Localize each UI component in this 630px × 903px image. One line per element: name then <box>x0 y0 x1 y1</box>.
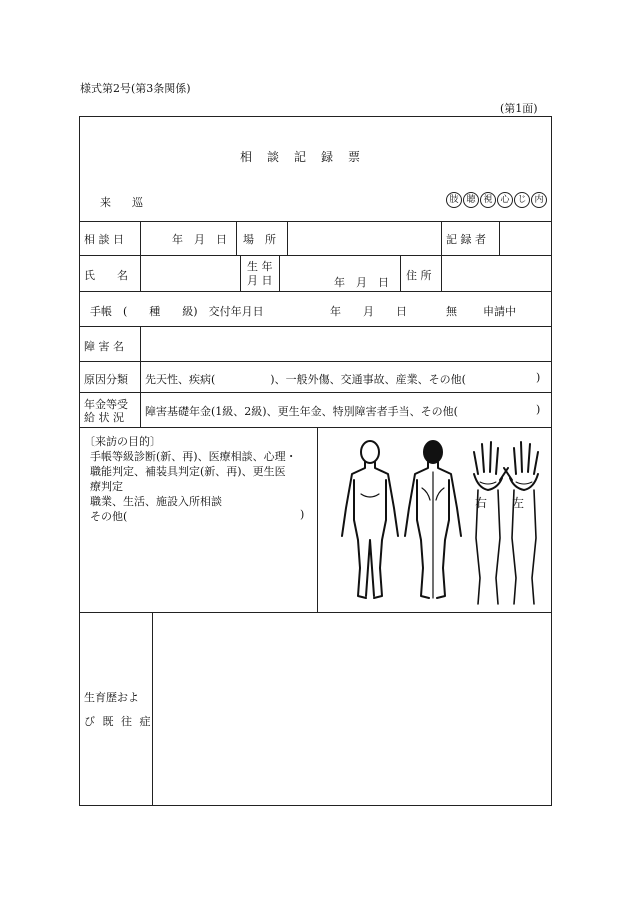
pension-close: ) <box>536 403 541 416</box>
purpose-line: 手帳等級診断(新、再)、医療相談、心理・ <box>90 450 297 463</box>
name-label: 氏 名 <box>84 269 128 282</box>
birth-date-value: 年 月 日 <box>334 276 389 289</box>
rule <box>140 326 141 427</box>
page-number: (第1面) <box>500 102 538 115</box>
form-title: 相談記録票 <box>240 150 376 164</box>
pension-label-line1: 年金等受 <box>84 398 128 411</box>
birth-label-line1: 生 年 <box>247 260 273 273</box>
rule <box>140 221 141 291</box>
rule <box>400 255 401 291</box>
body-diagram <box>318 428 551 612</box>
disability-mark: 内 <box>531 192 547 208</box>
handbook-info: 手帳 ( 種 級) 交付年月日 <box>90 305 264 318</box>
purpose-line: 職能判定、補装具判定(新、再)、更生医 <box>90 465 286 478</box>
disability-name-label: 障 害 名 <box>84 340 124 353</box>
left-label: 左 <box>512 496 525 510</box>
disability-mark: 視 <box>480 192 496 208</box>
rule <box>441 221 442 255</box>
visit-type-come: 来 <box>100 196 111 209</box>
consult-date-value: 年 月 日 <box>172 233 227 246</box>
rule <box>80 361 551 362</box>
rule <box>240 255 241 291</box>
purpose-close: ) <box>300 508 305 521</box>
cause-label: 原因分類 <box>84 373 128 386</box>
cause-options: 先天性、疾病( )、一般外傷、交通事故、産業、その他( <box>145 373 466 386</box>
place-label: 場 所 <box>243 233 276 246</box>
rule <box>80 326 551 327</box>
rule <box>287 221 288 255</box>
purpose-line: 職業、生活、施設入所相談 <box>90 495 222 508</box>
disability-marks <box>446 192 548 208</box>
address-label: 住 所 <box>406 269 432 282</box>
visit-type-tour: 巡 <box>132 196 143 209</box>
consult-date-label: 相 談 日 <box>84 233 124 246</box>
pension-label-line2: 給 状 況 <box>84 411 124 424</box>
purpose-heading: 〔来訪の目的〕 <box>84 435 161 448</box>
left-hand-figure <box>504 442 538 604</box>
right-label: 右 <box>475 496 488 510</box>
record-form <box>79 116 552 806</box>
body-back-figure <box>405 441 461 598</box>
rule <box>80 392 551 393</box>
rule <box>152 612 153 806</box>
handbook-applying: 申請中 <box>483 305 516 318</box>
handbook-none: 無 <box>446 305 457 318</box>
cause-close: ) <box>536 371 541 384</box>
body-front-figure <box>342 441 398 598</box>
disability-mark: 心 <box>497 192 513 208</box>
handbook-issued-date: 年 月 日 <box>330 305 407 318</box>
disability-mark: 聴 <box>463 192 479 208</box>
birth-label-line2: 月 日 <box>247 274 273 287</box>
rule <box>499 221 500 255</box>
rule <box>80 255 551 256</box>
purpose-line: 療判定 <box>90 480 123 493</box>
form-id: 様式第2号(第3条関係) <box>80 82 191 95</box>
rule <box>80 291 551 292</box>
right-hand-figure <box>474 442 508 604</box>
recorder-label: 記 録 者 <box>446 233 486 246</box>
rule <box>279 255 280 291</box>
history-label-line1: 生育歴およ <box>84 691 139 704</box>
rule <box>80 612 551 613</box>
history-label-line2: び 既 往 症 <box>84 715 153 728</box>
disability-mark: 肢 <box>446 192 462 208</box>
rule <box>441 255 442 291</box>
rule <box>80 221 551 222</box>
disability-mark: じ <box>514 192 530 208</box>
pension-options: 障害基礎年金(1級、2級)、更生年金、特別障害者手当、その他( <box>145 405 458 418</box>
purpose-line: その他( <box>90 510 128 523</box>
rule <box>236 221 237 255</box>
